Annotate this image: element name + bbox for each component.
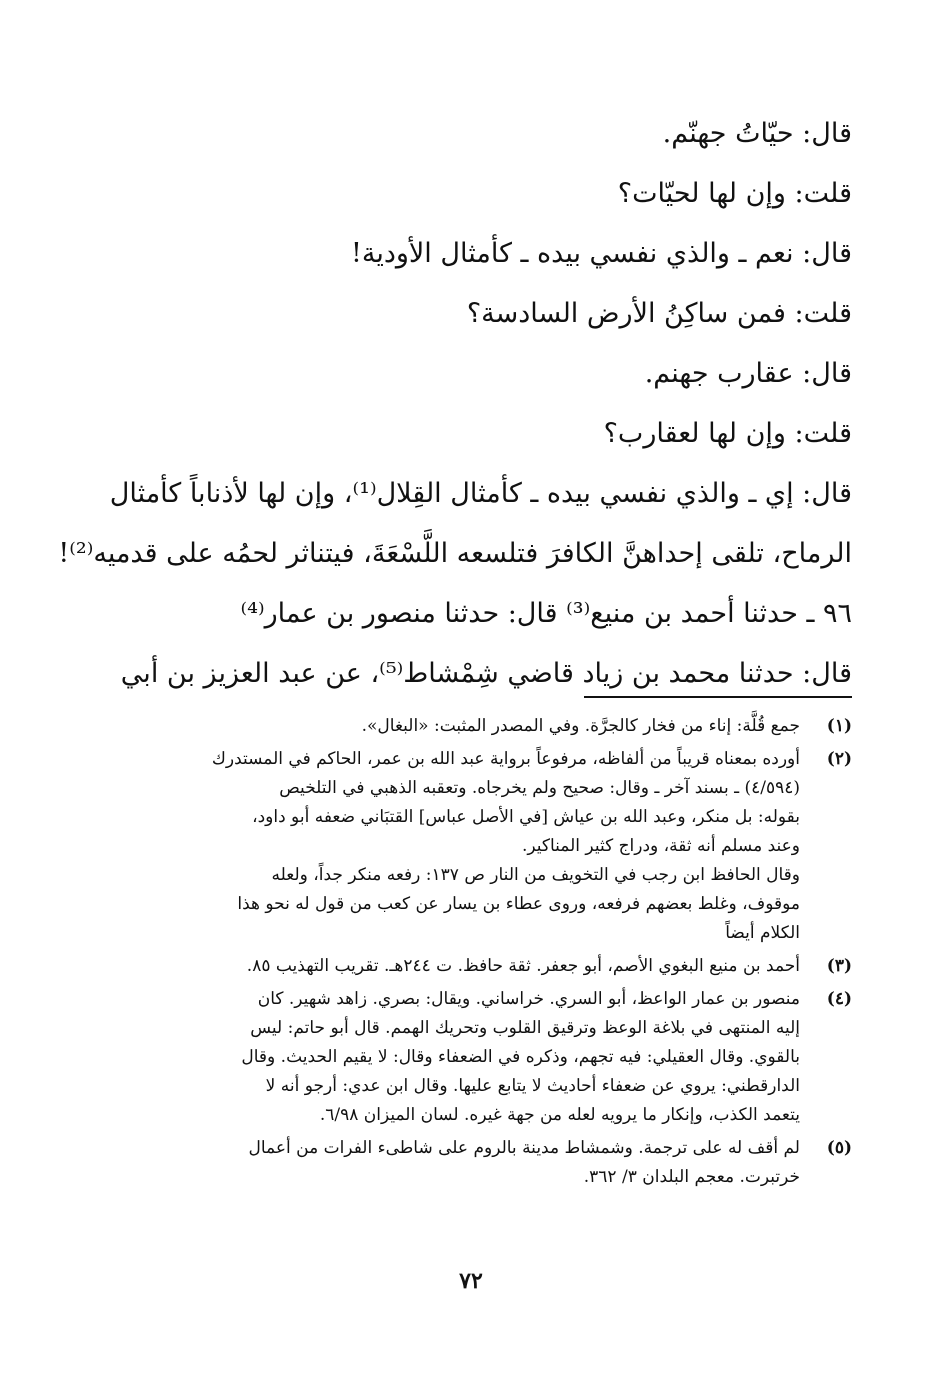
footnote-line: الدارقطني: يروي عن ضعفاء أحاديث لا يتابع عليها. وقال ابن عدي: أرجو أنه لا [265, 1076, 800, 1096]
footnote-line: (٤/٥٩٤) ـ بسند آخر ـ وقال: صحيح ولم يخرجاه. وتعقبه الذهبي في التلخيص [279, 778, 800, 798]
footnote-line: وقال الحافظ ابن رجب في التخويف من النار ص ١٣٧: رفعه منكر جداً، ولعله [271, 865, 800, 885]
footnote-line: إليه المنتهى في بلاغة الوعظ وترقيق القلوب وتحريك الهمم. قال أبو حاتم: ليس [250, 1018, 800, 1038]
footnote-5 [100, 1134, 852, 1192]
footnote-body [100, 952, 800, 981]
dialogue-line: قال: حيّاتُ جهنّم. [662, 118, 852, 149]
footnote-line: موقوف، وغلط بعضهم فرفعه، وروى عطاء بن يسار عن كعب من قول له نحو هذا [237, 894, 800, 914]
dialogue-line: قلت: فمن ساكِنُ الأرض السادسة؟ [466, 298, 852, 329]
dialogue-line: قلت: وإن لها لحيّات؟ [617, 178, 852, 209]
footnote-line: يتعمد الكذب، وإنكار ما يرويه لعله من جهة غيره. لسان الميزان ٦/٩٨. [319, 1105, 800, 1125]
footnote-line: بقوله: بل منكر، وعبد الله بن عياش [في الأصل عباس] القتبَاني ضعفه أبو داود، [252, 807, 800, 827]
footnote-number: (٥) [826, 1138, 852, 1158]
footnote-line: جمع قُلَّة: إناء من فخار كالجرَّة. وفي المصدر المثبت: «البغال». [361, 716, 800, 736]
footnote-number: (٢) [826, 749, 852, 769]
footnote-body [100, 712, 800, 741]
hadith-line: ٩٦ ـ حدثنا أحمد بن منيع⁽³⁾ قال: حدثنا منصور بن عمار⁽⁴⁾ [240, 598, 852, 629]
footnote-line: خرتبرت. معجم البلدان ٣/ ٣٦٢. [583, 1167, 800, 1187]
hadith-line: قال: حدثنا محمد بن زياد قاضي شِمْشاط⁽⁵⁾، عن عبد العزيز بن أبي [120, 658, 852, 689]
footnote-number: (٤) [826, 989, 852, 1009]
footnote-number: (٣) [826, 956, 852, 976]
main-text [58, 104, 852, 704]
dialogue-line: قال: عقارب جهنم. [644, 358, 852, 389]
dialogue-line: قال: نعم ـ والذي نفسي بيده ـ كأمثال الأودية! [351, 238, 852, 269]
footnote-line: أحمد بن منيع البغوي الأصم، أبو جعفر. ثقة حافظ. ت ٢٤٤هـ. تقريب التهذيب ٨٥. [246, 956, 800, 976]
footnote-number: (١) [826, 716, 852, 736]
footnote-line: وعند مسلم أنه ثقة، ودراج كثير المناكير. [521, 836, 800, 856]
footnote-divider [584, 696, 852, 698]
footnote-4 [100, 985, 852, 1130]
footnote-1 [100, 712, 852, 741]
footnote-line: أورده بمعناه قريباً من ألفاظه، مرفوعاً برواية عبد الله بن عمر، الحاكم في المستدرك [211, 749, 800, 769]
footnote-line: لم أقف له على ترجمة. وشمشاط مدينة بالروم على شاطىء الفرات من أعمال [248, 1138, 800, 1158]
footnote-body [100, 745, 800, 948]
footnote-line: منصور بن عمار الواعظ، أبو السري. خراساني. ويقال: بصري. زاهد شهير. كان [257, 989, 800, 1009]
dialogue-line: قال: إي ـ والذي نفسي بيده ـ كأمثال القِلال⁽¹⁾، وإن لها لأذناباً كأمثال [109, 478, 852, 509]
footnote-body [100, 1134, 800, 1192]
dialogue-line: قلت: وإن لها لعقارب؟ [603, 418, 852, 449]
footnote-body [100, 985, 800, 1130]
dialogue-line: الرماح، تلقى إحداهنَّ الكافرَ فتلسعه اللَّسْعَةَ، فيتناثر لحمُه على قدميه⁽²⁾! [58, 538, 852, 569]
page-number: ٧٢ [459, 1268, 483, 1294]
footnote-3 [100, 952, 852, 981]
footnotes [100, 712, 852, 1196]
footnote-line: بالقوي. وقال العقيلي: فيه تجهم، وذكره في الضعفاء وقال: لا يقيم الحديث. وقال [241, 1047, 800, 1067]
footnote-line: الكلام أيضاً [725, 923, 800, 943]
footnote-2 [100, 745, 852, 948]
